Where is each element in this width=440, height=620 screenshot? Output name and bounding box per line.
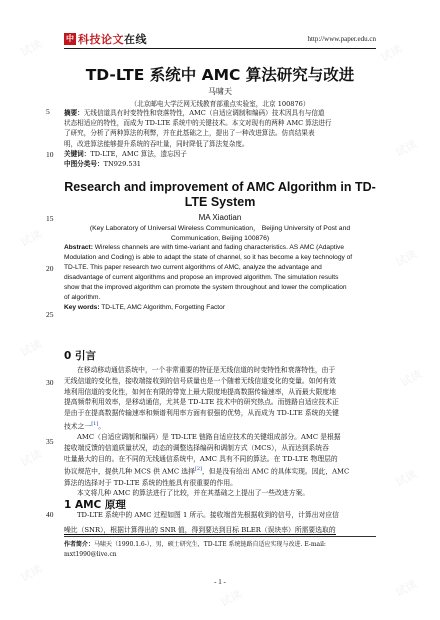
footnote-text: 马啸天（1990.1.6-），男，硕士研究生，TD-LTE 系统链路自适应实现与改进. E-mail: mxt1990@live.cn <box>64 541 326 558</box>
line-number: 40 <box>46 510 54 519</box>
abstract-en-line: disadvantage of current algorithms and propose an improved algorithm. The simulation results <box>64 274 339 281</box>
logo-seal: 中国 <box>66 34 74 55</box>
body-line: 接收端反馈的信道质量状况，动态的调整选择编码和调制方式（MCS），从而达到系统吞 <box>64 443 329 452</box>
citation-1[interactable]: [1] <box>91 420 99 427</box>
abstract-en-label: Abstract: <box>64 244 93 251</box>
site-url[interactable]: http://www.paper.edu.cn <box>307 35 376 43</box>
body-line: 协议规范中，提供几种 MCS 供 AMC 选择 <box>64 467 195 476</box>
body-line: TD-LTE 系统中的 AMC 过程如图 1 所示。接收端首先根据收到的信号，计算出对应信 <box>77 511 339 519</box>
abstract-en-line: show that the improved algorithm can promote the system throughout and lower the complication <box>64 284 347 291</box>
abstract-cn-line: 状态相适应的特性，而成为 TD-LTE 系统中的关键技术。本文对现有的两种 AMC 算法进行 <box>64 119 332 128</box>
affiliation-en-line: (Key Laboratory of Universal Wireless Communication， Beijing University of Post and <box>89 225 351 232</box>
watermark: 试读 <box>398 367 424 390</box>
abstract-en-line: Wireless channels are with time-variant and fading characteristics. AS AMC (Adaptive <box>94 244 344 251</box>
body-line: 吐量最大的目的。在不同的无线通信系统中，AMC 具有不同的算法。在 TD-LTE 物理层的 <box>64 454 338 463</box>
paper-title-en: Research and improvement of AMC Algorithm in TD-LTE System <box>64 180 376 209</box>
footnote <box>64 540 376 559</box>
body-line: 算法的选择对于 TD-LTE 系统的性能具有很重要的作用。 <box>64 478 237 487</box>
clc-label: 中图分类号： <box>64 160 104 169</box>
line-number: 5 <box>46 107 50 116</box>
paper-title-cn: TD-LTE 系统中 AMC 算法研究与改进 <box>85 66 355 84</box>
watermark: 试读 <box>218 587 244 610</box>
keywords-cn: TD-LTE，AMC 算法，遗忘因子 <box>90 149 187 158</box>
site-logo[interactable] <box>64 32 147 55</box>
line-number: 15 <box>46 214 54 223</box>
body-line: 本文将几种 AMC 的算法进行了比较，并在其基础之上提出了一些改进方案。 <box>77 489 310 498</box>
line-number: 10 <box>46 150 54 159</box>
abstract-cn-label: 摘要： <box>64 109 84 117</box>
body-line: 噪比（SNR），根据计算得出的 SNR 值，得到要达到目标 BLER（误块率）所需要选取的 <box>64 526 336 534</box>
watermark: 试读 <box>393 137 419 160</box>
line-number: 30 <box>46 378 54 387</box>
abstract-cn-line: 无线信道具有时变特性和衰落特性，AMC（自适应调制和编码）技术因具有与信道 <box>83 109 325 117</box>
header-rule <box>64 48 376 49</box>
section-heading-introduction: 0 引言 <box>64 350 96 362</box>
abstract-cn-line: 了研究，分析了两种算法的利弊，并在此基础之上，提出了一种改进算法。仿真结果表 <box>64 129 315 138</box>
author-en: MA Xiaotian <box>198 213 242 222</box>
watermark: 试读 <box>18 337 44 360</box>
logo-text-dark: 在线 <box>124 33 147 46</box>
keywords-en: TD-LTE, AMC Algorithm, Forgetting Factor <box>101 304 225 311</box>
body-line: 。 <box>98 422 106 431</box>
watermark: 试读 <box>378 42 404 65</box>
logo-text-red: 科技论文 <box>78 33 124 46</box>
watermark: 试读 <box>393 577 419 600</box>
section-0-body <box>64 365 376 499</box>
abstract-cn-line: 明，改进算法能够提升系统的吞吐量，同时降低了算法复杂度。 <box>64 139 249 148</box>
abstract-en-line: of algorithm. <box>64 294 101 301</box>
abstract-en <box>64 243 376 313</box>
watermark: 试读 <box>18 562 44 585</box>
abstract-cn <box>64 108 376 169</box>
clc-number: TN929.531 <box>103 160 141 169</box>
watermark: 试读 <box>393 247 419 270</box>
body-line: 无线信道的变化性，接收端接收到的信号质量也是一个随着无线信道变化的变量。如何有效 <box>64 376 336 385</box>
section-heading-amc-principle: 1 AMC 原理 <box>64 499 126 511</box>
section-1-body <box>64 510 376 520</box>
body-line: 技术之一 <box>64 422 92 431</box>
affiliation-en <box>64 224 376 244</box>
footnote-label: 作者简介： <box>64 541 95 548</box>
affiliation-cn: （北京邮电大学泛网无线教育部重点实验室，北京 100876） <box>130 100 310 108</box>
body-line: 地利用信道的变化性，如何在有限的带宽上最大限度地提高数据传输速率，从而最大限度地 <box>64 387 336 396</box>
keywords-cn-label: 关键词： <box>64 149 91 158</box>
footnote-rule <box>64 536 376 537</box>
body-line: ，但是没有给出 AMC 的具体实现。因此，AMC <box>201 467 350 476</box>
watermark: 试读 <box>18 227 44 250</box>
body-line: 是由于在提高数据传输速率和频谱利用率方面有很强的优势，从而成为 TD-LTE 系统的关键 <box>64 409 339 418</box>
affiliation-en-line: Communication, Beijing 100876) <box>170 235 270 242</box>
abstract-en-line: Modulation and Coding) is able to adapt the state of channel, so it has become a key technology of <box>64 254 353 261</box>
line-number: 20 <box>46 264 54 273</box>
line-number: 25 <box>46 310 54 319</box>
author-cn: 马啸天 <box>208 87 232 96</box>
body-line: 提高频带利用效率，是移动通信，尤其是 TD-LTE 技术中的研究热点。而链路自适应技术正 <box>64 398 339 407</box>
watermark: 试读 <box>18 37 44 60</box>
line-number: 35 <box>46 437 54 446</box>
watermark: 试读 <box>18 447 44 470</box>
body-line: AMC（自适应调制和编码）是 TD-LTE 链路自适应技术的关键组成部分。AMC 是根据 <box>77 433 341 442</box>
section-1-body-cont <box>64 525 376 535</box>
page-number: - 1 - <box>214 578 226 586</box>
watermark: 试读 <box>393 467 419 490</box>
body-line: 在移动移动通信系统中，一个非常重要的特征是无线信道的时变特性和衰落特性，由于 <box>77 366 336 374</box>
keywords-en-label: Key words: <box>64 304 100 311</box>
citation-2[interactable]: [2] <box>194 466 202 473</box>
abstract-en-line: TD-LTE. This paper research two current algorithms of AMC, analyze the advantage and <box>64 264 322 271</box>
